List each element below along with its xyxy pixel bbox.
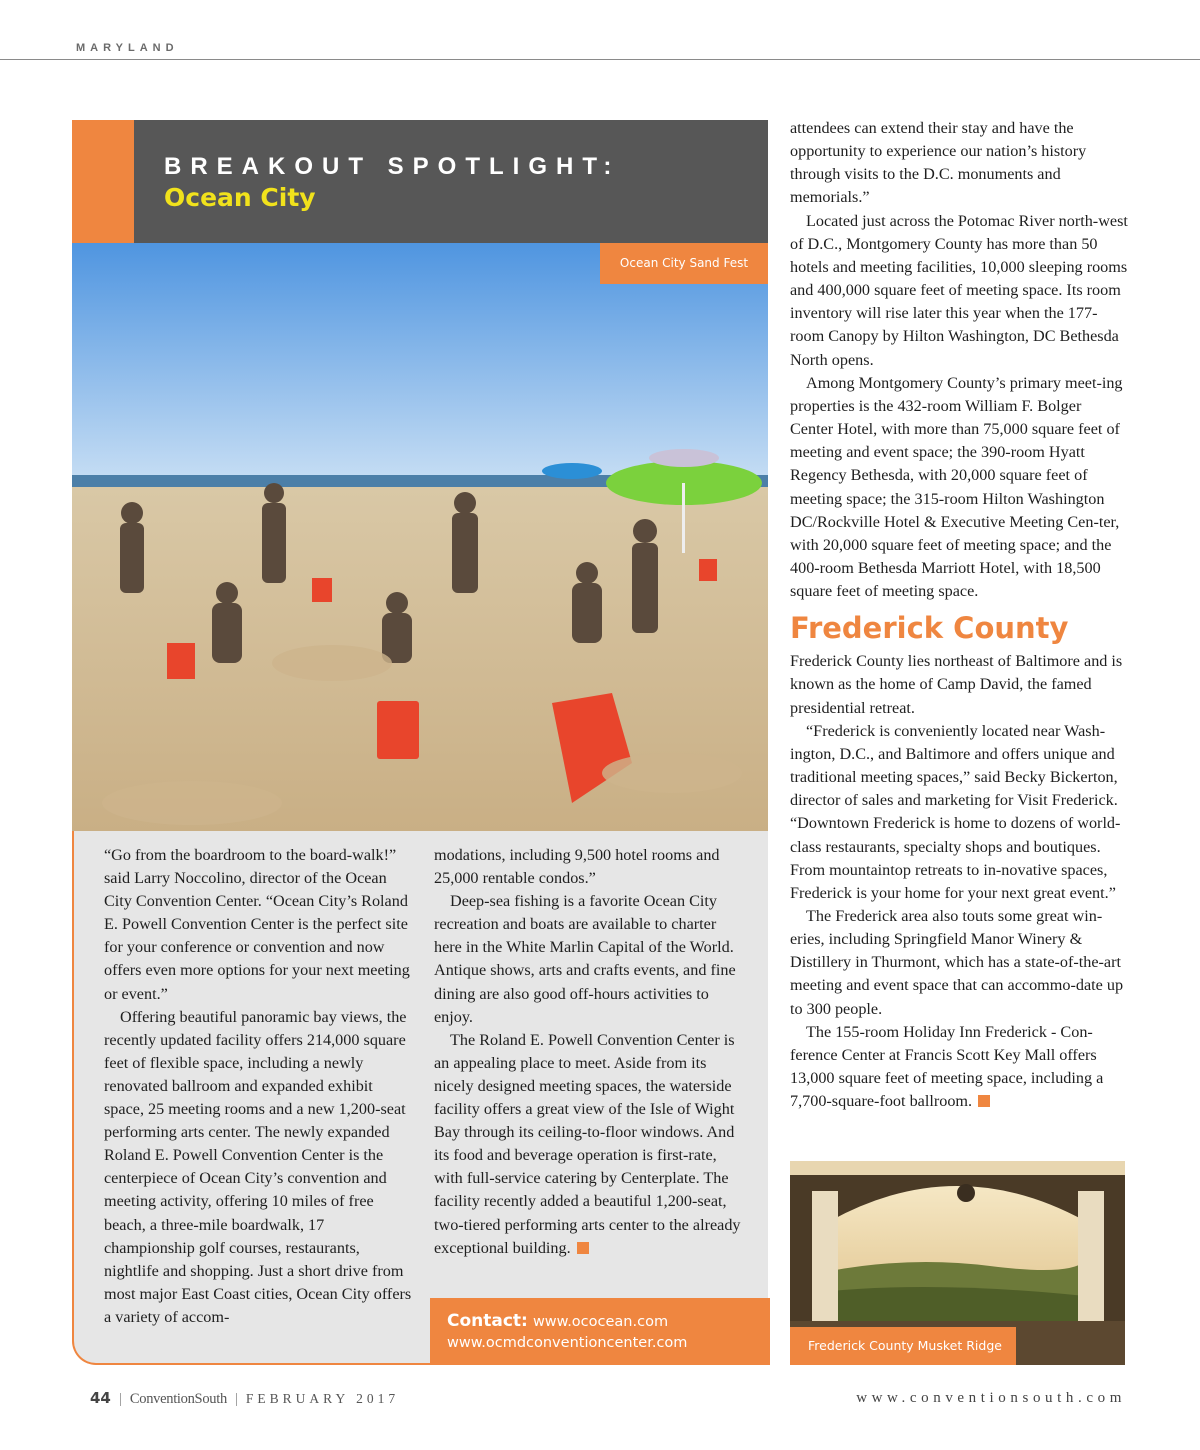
paragraph: Deep-sea fishing is a favorite Ocean City recreation and boats are available to charter here in the White Marlin Capital of the World. Antique shows, arts and crafts events, and fine dining are also good off-hours activities to enjoy. (434, 892, 736, 1026)
contact-link-ococean[interactable]: www.ococean.com (532, 1314, 669, 1330)
sidebar-header (134, 120, 768, 243)
end-mark-icon (577, 1242, 589, 1254)
beach-photo (72, 243, 768, 831)
paragraph-text: The Roland E. Powell Convention Center is an appealing place to meet. Aside from its nicely designed meeting spaces, the waterside facility offers a great view of the Isle of Wight Bay through its ceiling-to-floor windows. And its food and beverage operation is first-rate, with full-service catering by Centerplate. The facility recently added a beautiful 1,200-seat, two-tiered performing arts center to the already exceptional building. (434, 1030, 741, 1257)
photo-caption: Frederick County Musket Ridge (790, 1327, 1016, 1365)
beach-illustration (72, 243, 768, 831)
footer-website[interactable]: www.conventionsouth.com (856, 1390, 1126, 1406)
subhead-frederick-county: Frederick County (790, 611, 1069, 646)
paragraph-text: The 155-room Holiday Inn Frederick - Con-ference Center at Francis Scott Key Mall offers 13,000 square feet of meeting space, including a 7,700-square-foot ballroom. (790, 1022, 1104, 1111)
paragraph: Offering beautiful panoramic bay views, the recently updated facility offers 214,000 square feet of flexible space, including a newly renovated ballroom and expanded exhibit space, 25 meeting rooms and a new 1,200-seat performing arts center. The newly expanded Roland E. Powell Convention Center is the centerpiece of Ocean City’s convention and meeting activity, offering 10 miles of free beach, a three-mile boardwalk, 17 championship golf courses, restaurants, nightlife and shopping. Just a short drive from most major East Coast cities, Ocean City offers a variety of accom- (104, 1007, 412, 1326)
paragraph: Among Montgomery County’s primary meet-ing properties is the 432-room William F. Bolger Center Hotel, with more than 75,000 square feet of meeting and event space; the 390-room Hyatt Regency Bethesda, with 20,000 square feet of meeting space; the 315-room Hilton Washington DC/Rockville Hotel & Executive Meeting Cen-ter, with 20,000 square feet of meeting space; and the 400-room Bethesda Marriott Hotel, with 18,500 square feet of meeting space. (790, 373, 1123, 601)
separator: | (118, 1391, 122, 1407)
contact-link-convention-center[interactable]: www.ocmdconventioncenter.com (447, 1335, 688, 1351)
header-rule (0, 59, 1200, 60)
paragraph-last (790, 1021, 1128, 1114)
article-column (790, 117, 1128, 1113)
page-footer (90, 1389, 399, 1408)
page-number: 44 (90, 1389, 111, 1407)
sidebar-body (72, 831, 768, 1365)
end-mark-icon (978, 1095, 990, 1107)
paragraph: Located just across the Potomac River north-west of D.C., Montgomery County has more than 50 hotels and meeting facilities, 10,000 sleeping rooms and 400,000 square feet of meeting space. Its room inventory will rise later this year when the 177-room Canopy by Hilton Washington, DC Bethesda North opens. (790, 211, 1128, 369)
contact-label: Contact: (447, 1311, 528, 1331)
paragraph: “Go from the boardroom to the board-walk!” said Larry Noccolino, director of the Ocean City Convention Center. “Ocean City’s Roland E. Powell Convention Center is the perfect site for your conference or convention and now offers even more options for your next meeting or event.” (104, 846, 410, 1003)
issue-date: FEBRUARY 2017 (245, 1391, 400, 1406)
sidebar-title: Ocean City (164, 183, 316, 212)
sidebar-accent-block (72, 120, 134, 243)
paragraph-last (434, 1029, 746, 1260)
paragraph: attendees can extend their stay and have the opportunity to experience our nation’s history through visits to the D.C. monuments and memorials.” (790, 119, 1087, 207)
paragraph: modations, including 9,500 hotel rooms and 25,000 rentable condos.” (434, 846, 720, 888)
sidebar-kicker: BREAKOUT SPOTLIGHT: (164, 153, 621, 180)
magazine-name: ConventionSouth (129, 1391, 227, 1407)
section-label: MARYLAND (76, 42, 179, 54)
contact-box (430, 1298, 770, 1365)
frederick-photo (790, 1161, 1125, 1365)
sidebar-column-2 (434, 844, 746, 1260)
paragraph: The Frederick area also touts some great win-eries, including Springfield Manor Winery & Distillery in Thurmont, which has a state-of-the-art meeting and event space that can accommo-date up to 300 people. (790, 907, 1124, 1018)
photo-caption: Ocean City Sand Fest (600, 243, 768, 284)
sidebar-column-1 (104, 844, 414, 1329)
paragraph: “Frederick is conveniently located near Wash-ington, D.C., and Baltimore and offers unique and traditional meeting spaces,” said Becky Bickerton, director of sales and marketing for Visit Frederick. “Downtown Frederick is home to dozens of world-class restaurants, specialty shops and boutiques. From mountaintop retreats to in-novative spaces, Frederick is your home for your next great event.” (790, 721, 1121, 902)
separator: | (234, 1391, 238, 1407)
paragraph: Frederick County lies northeast of Baltimore and is known as the home of Camp David, the famed presidential retreat. (790, 652, 1123, 717)
